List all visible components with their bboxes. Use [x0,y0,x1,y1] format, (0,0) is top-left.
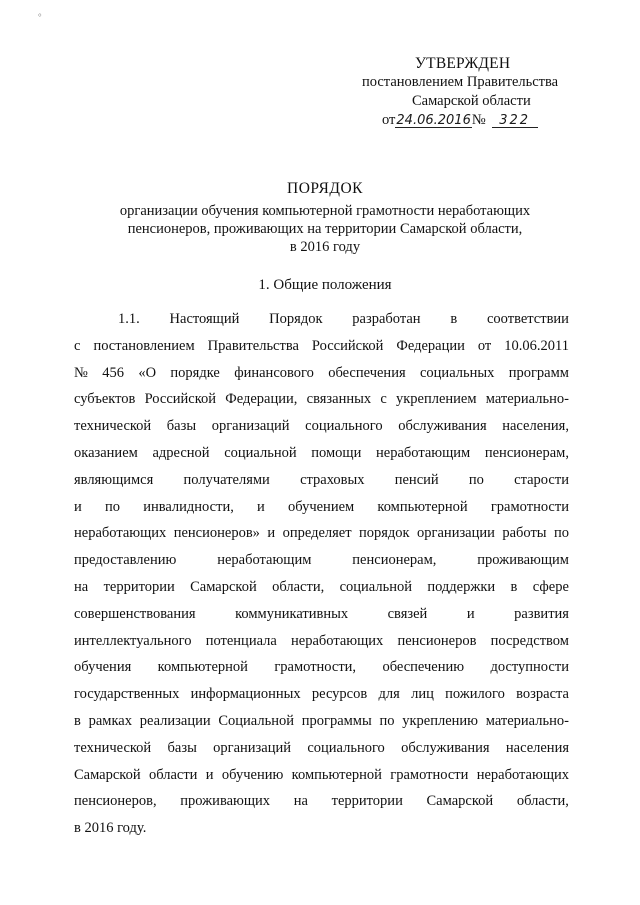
body-word: социальной [224,444,297,461]
body-word: на [74,578,89,595]
body-word: Социальной [218,712,294,729]
date-prefix: от [382,112,396,128]
body-word: компьютерной [377,498,468,515]
body-word: пенсий [394,471,439,488]
body-word: разработан [352,311,421,327]
body-word: компьютерной [157,659,248,676]
approval-line-region: Самарской области [412,93,531,109]
body-line [74,467,569,494]
body-line [74,520,569,547]
body-word: совершенствования [74,605,196,622]
body-word: рамках [88,712,132,729]
body-word: в 2016 году. [74,820,147,837]
body-word: доступности [490,659,569,676]
body-word: населения [505,739,569,756]
body-word: базы [166,418,197,435]
body-line [74,574,569,601]
body-word: «О [138,364,157,381]
body-word: грамотности [490,498,569,515]
body-word: возраста [516,686,569,703]
body-word: информационных [190,686,301,703]
body-word: старости [514,471,569,488]
body-word: области, [516,793,569,810]
body-word: по [379,712,395,729]
body-word: оказанием [74,444,138,461]
body-word: базы [167,739,197,756]
body-word: территории [331,793,403,810]
body-word: и [267,525,276,542]
subtitle-line: организации обучения компьютерной грамотности неработающих [119,203,531,219]
body-word: грамотности, [274,659,357,676]
body-word: пенсионерам, [484,444,569,461]
body-line [74,762,569,789]
body-word: и [466,605,475,622]
body-word: пожилого [445,686,505,703]
body-word: развития [514,605,569,622]
body-word: интеллектуального [74,632,192,649]
body-word: на [293,793,308,810]
subtitle-line: пенсионеров, проживающих на территории Самарской области, [127,221,523,237]
body-word: являющимся [74,471,154,488]
body-word: проживающим [477,552,569,569]
body-word: населения, [502,418,569,435]
body-word: от [477,337,492,354]
body-line [74,735,569,762]
approval-heading: УТВЕРЖДЕН [415,55,511,72]
body-line [74,306,569,333]
body-word: помощи [311,444,362,461]
body-word: социальных [419,364,495,381]
body-line [74,333,569,360]
number-sign: № [471,112,486,128]
body-line [74,601,569,628]
body-word: № [74,364,88,381]
body-word: и [74,498,82,515]
body-word: социального [305,418,383,435]
body-word: пенсионеров» [173,525,260,542]
body-word: страховых [300,471,365,488]
body-word: обслуживания [401,739,490,756]
body-word: Самарской [426,793,494,810]
body-word: адресной [152,444,210,461]
body-word: обучением [288,498,355,515]
body-word: коммуникативных [235,605,349,622]
body-word: организаций [211,418,290,435]
body-word: неработающих [291,632,384,649]
body-word: в [510,578,518,595]
body-word: пенсионерам, [352,552,437,569]
body-word: программ [508,364,569,381]
body-word: пенсионеров [397,632,477,649]
body-word: территории [103,578,175,595]
body-word: Самарской [74,766,141,783]
body-word: обеспечения [328,364,406,381]
body-word: связанных [306,391,372,408]
body-word: Настоящий [169,311,240,327]
body-word: потенциала [205,632,277,649]
body-word: инвалидности, [143,498,234,515]
body-word: технической [74,739,152,756]
body-word: пенсионеров, [74,793,157,810]
handwritten-date: 24.06.2016 [396,113,471,128]
body-line [74,494,569,521]
body-word: материально- [485,391,569,408]
body-word: социального [307,739,385,756]
body-word: материально- [485,712,569,729]
body-word: обучения [74,659,132,676]
body-word: связей [387,605,428,622]
body-word: посредством [490,632,569,649]
body-word: программы [301,712,372,729]
body-line [74,708,569,735]
body-word: постановлением [93,337,195,354]
body-word: с [380,391,387,408]
body-line [74,440,569,467]
body-word: поддержки [427,578,496,595]
body-word: предоставлению [74,552,177,569]
body-word: Федерации [396,337,465,354]
body-word: по [468,471,484,488]
body-word: Правительства [207,337,299,354]
body-word: ресурсов [311,686,368,703]
body-word: сфере [532,578,569,595]
body-word: области, [272,578,325,595]
subtitle-line: в 2016 году [289,239,361,255]
body-word: в [74,712,81,729]
body-line [74,815,569,842]
body-word: для [378,686,400,703]
body-line [74,360,569,387]
body-word: неработающих [74,525,167,542]
body-word: обслуживания [398,418,487,435]
body-word: укреплению [402,712,479,729]
approval-line-resolution: постановлением Правительства [362,74,559,90]
body-line [74,386,569,413]
body-word: Федерации, [225,391,298,408]
body-word: организации [417,525,495,542]
handwritten-number: 322 [492,114,538,128]
body-word: с [74,337,81,354]
body-word: и [257,498,265,515]
body-word: и [205,766,214,783]
body-word: Российской [311,337,384,354]
body-word: неработающих [476,766,569,783]
approval-date-line [382,111,588,130]
body-word: по [104,498,120,515]
body-word: обеспечению [382,659,465,676]
body-word: получателями [183,471,270,488]
body-word: реализации [139,712,211,729]
body-word: в [450,311,458,327]
body-word: Порядок [269,311,323,327]
title-block [60,180,590,256]
body-word: обучению [221,766,284,783]
body-line [74,654,569,681]
body-word: 456 [102,364,124,381]
body-line [74,628,569,655]
body-word: организаций [213,739,292,756]
body-word: грамотности [390,766,469,783]
body-word: порядок [359,525,410,542]
section-heading: 1. Общие положения [258,277,392,293]
body-word: субъектов [74,391,136,408]
body-word: работы [502,525,547,542]
body-word: финансового [234,364,314,381]
body-word: укреплением [395,391,477,408]
body-word: компьютерной [291,766,382,783]
body-word: по [553,525,569,542]
body-word: соответствии [487,311,569,327]
body-word: неработающим [217,552,312,569]
body-paragraph [74,306,569,842]
body-word: государственных [74,686,180,703]
body-word: технической [74,418,152,435]
body-line [74,413,569,440]
body-word: неработающим [376,444,471,461]
body-word: определяет [282,525,352,542]
body-word: 10.06.2011 [504,337,569,354]
document-title: ПОРЯДОК [287,180,363,197]
body-word: проживающих [180,793,271,810]
body-word: области [148,766,198,783]
body-word: социальной [339,578,412,595]
body-line [74,788,569,815]
body-line [74,681,569,708]
body-word: Российской [144,391,217,408]
corner-mark: ° [38,12,42,22]
body-line [74,547,569,574]
body-word: Самарской [190,578,257,595]
body-word: 1.1. [118,311,140,327]
approval-block [362,54,588,130]
body-word: порядке [170,364,220,381]
body-word: лиц [411,686,434,703]
